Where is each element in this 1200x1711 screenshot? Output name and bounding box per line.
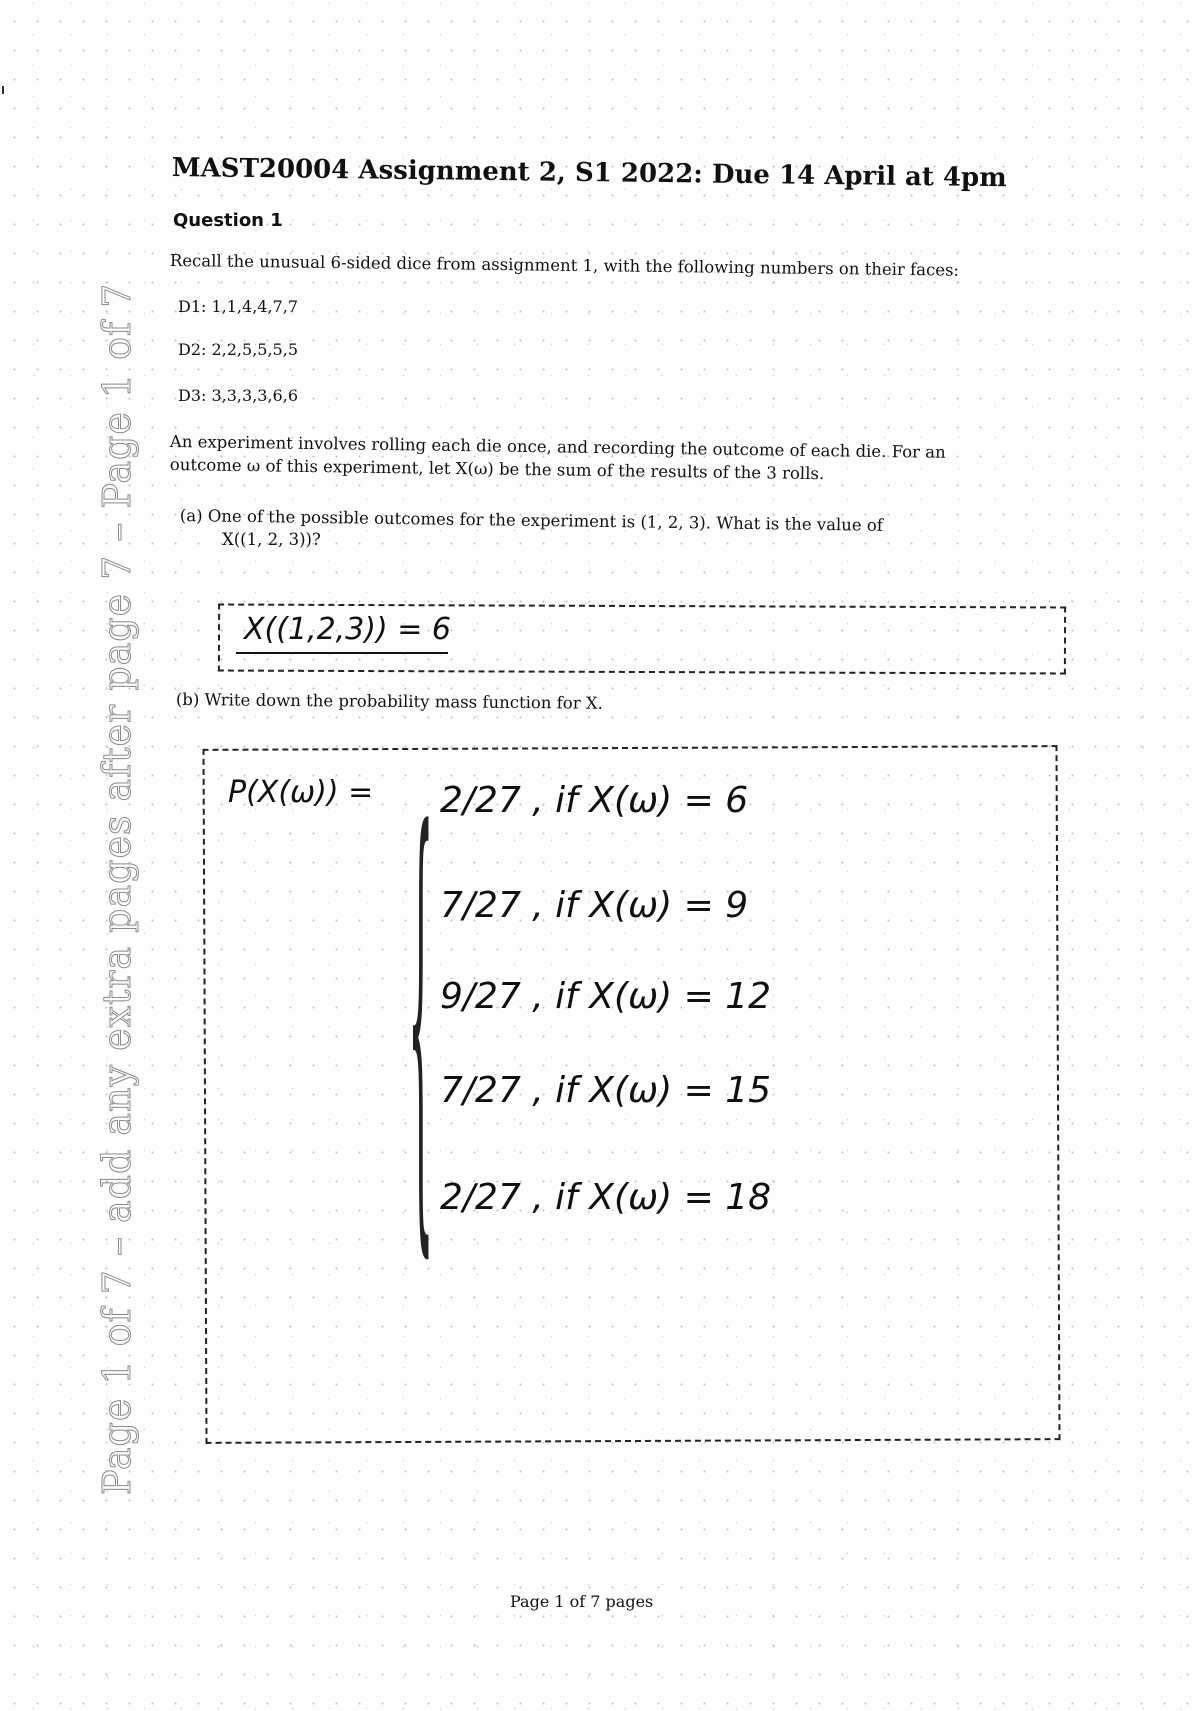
question-label: Question 1 (173, 210, 283, 231)
pmf-case: 2/27 , if X(ω) = 6 (440, 780, 749, 821)
pmf-case: 7/27 , if X(ω) = 15 (440, 1070, 772, 1111)
part-a-handwritten-answer: X((1,2,3)) = 6 (244, 612, 451, 647)
dice-d3: D3: 3,3,3,3,6,6 (178, 386, 298, 405)
scan-edge-mark (2, 86, 4, 94)
part-a-question-line2: X((1, 2, 3))? (222, 530, 321, 549)
dice-d1: D1: 1,1,4,4,7,7 (178, 297, 298, 316)
page-watermark: Page 1 of 7 – add any extra pages after page 7 – Page 1 of 7 (95, 282, 139, 1495)
dice-d2: D2: 2,2,5,5,5,5 (178, 340, 298, 359)
page-footer: Page 1 of 7 pages (510, 1592, 654, 1611)
part-b-question: (b) Write down the probability mass function for X. (175, 690, 603, 713)
pmf-case: 9/27 , if X(ω) = 12 (440, 976, 772, 1017)
pmf-case: 7/27 , if X(ω) = 9 (440, 885, 749, 926)
intro-text: Recall the unusual 6-sided dice from assignment 1, with the following numbers on their faces: (169, 251, 960, 280)
pmf-label: P(X(ω)) = (228, 775, 374, 810)
part-a-answer-underline (236, 652, 448, 654)
experiment-text-line2: outcome ω of this experiment, let X(ω) be the sum of the results of the 3 rolls. (169, 455, 825, 484)
experiment-text-line1: An experiment involves rolling each die once, and recording the outcome of each die. For an (169, 432, 946, 462)
part-a-question-line1: (a) One of the possible outcomes for the experiment is (1, 2, 3). What is the value of (179, 506, 884, 535)
pmf-brace: { (408, 749, 434, 1301)
pmf-case: 2/27 , if X(ω) = 18 (440, 1177, 772, 1218)
page-title: MAST20004 Assignment 2, S1 2022: Due 14 April at 4pm (171, 153, 1007, 194)
